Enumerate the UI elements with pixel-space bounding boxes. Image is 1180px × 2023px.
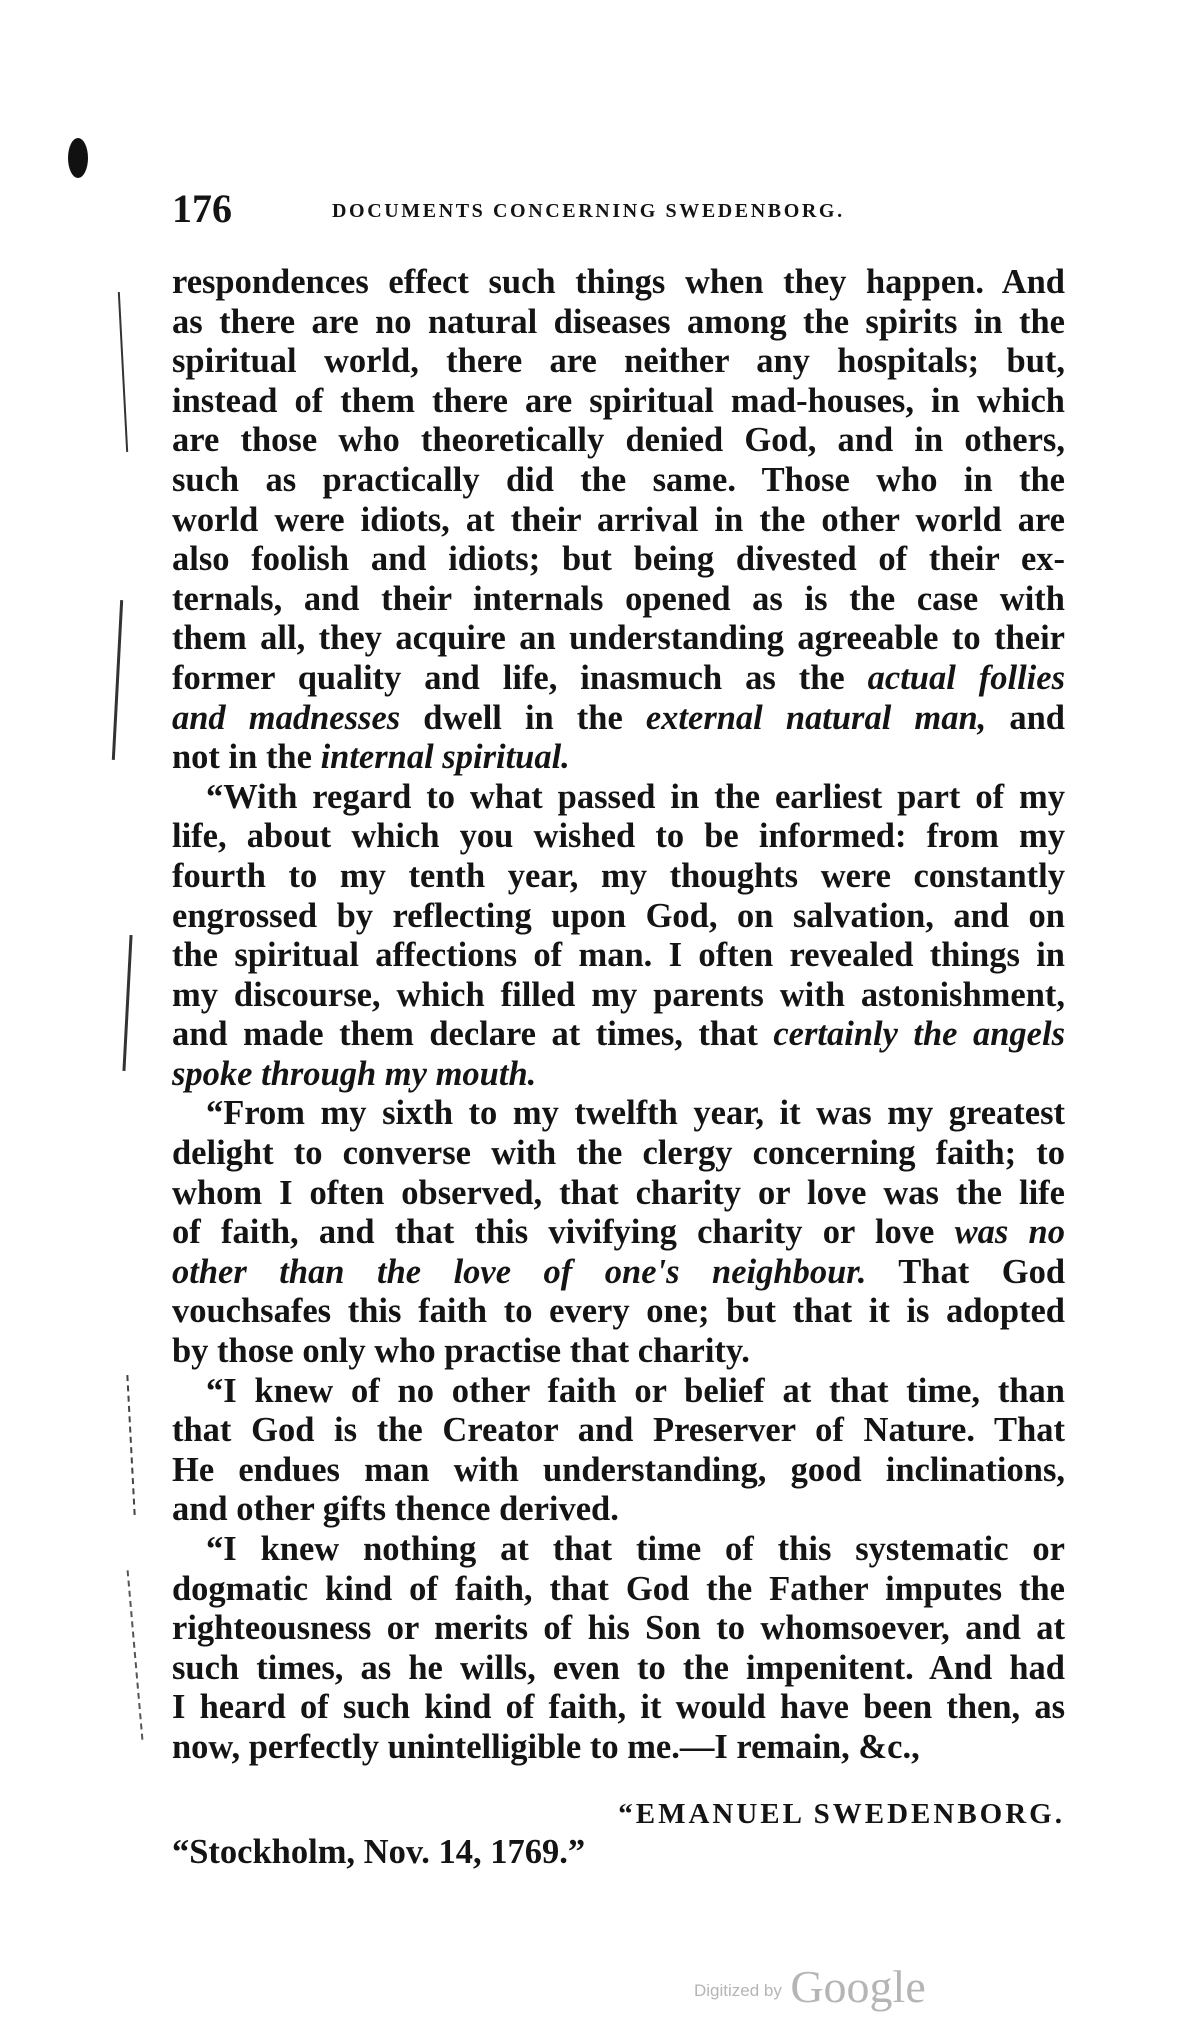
- text-segment: That God: [866, 1252, 1066, 1291]
- text-line: instead of them there are spiritual mad-houses, in which: [172, 381, 1065, 420]
- text-segment: of faith, and that this vivifying charity or love: [172, 1213, 955, 1252]
- google-logo: Google: [790, 1961, 926, 2012]
- page-number: 176: [172, 186, 232, 231]
- text-line: life, about which you wished to be informed: from my: [172, 817, 1065, 856]
- text-line: [172, 1253, 1065, 1293]
- italic-emphasis: was no: [954, 1213, 1065, 1252]
- signature: “EMANUEL SWEDENBORG.: [618, 1798, 1065, 1830]
- running-head: [172, 186, 932, 232]
- margin-mark: [118, 292, 128, 452]
- italic-emphasis: and madnesses: [172, 698, 401, 737]
- italic-emphasis: external natural man,: [645, 698, 987, 737]
- text-line: and other gifts thence derived.: [172, 1490, 619, 1529]
- paragraph-start: “With regard to what passed in the earliest part of my: [206, 777, 1065, 816]
- text-line: [172, 659, 1065, 699]
- body-text: [172, 263, 1065, 1768]
- text-line: such times, as he wills, even to the impenitent. And had: [172, 1648, 1065, 1687]
- text-line: world were idiots, at their arrival in the other world are: [172, 500, 1065, 539]
- text-line: spiritual world, there are neither any hospitals; but,: [172, 342, 1065, 381]
- text-line: now, perfectly unintelligible to me.—I remain, &c.,: [172, 1727, 920, 1766]
- text-line: also foolish and idiots; but being divested of their ex-: [172, 540, 1065, 579]
- text-line: delight to converse with the clergy concerning faith; to: [172, 1134, 1065, 1173]
- italic-emphasis: other than the love of one's neighbour.: [172, 1252, 867, 1291]
- text-line: the spiritual affections of man. I often revealed things in: [172, 936, 1065, 975]
- text-segment: and made them declare at times, that: [172, 1015, 774, 1054]
- text-line: [172, 738, 1065, 778]
- ink-blot: [68, 138, 88, 178]
- italic-emphasis: actual follies: [867, 658, 1065, 697]
- text-line: righteousness or merits of his Son to whomsoever, and at: [172, 1609, 1065, 1648]
- running-title: DOCUMENTS CONCERNING SWEDENBORG.: [332, 200, 845, 222]
- text-segment: and: [986, 698, 1065, 737]
- text-line: by those only who practise that charity.: [172, 1332, 750, 1371]
- margin-mark: [126, 1375, 135, 1515]
- text-line: engrossed by reflecting upon God, on salvation, and on: [172, 896, 1065, 935]
- text-line: I heard of such kind of faith, it would have been then, as: [172, 1688, 1065, 1727]
- paragraph-start: “I knew of no other faith or belief at that time, than: [206, 1371, 1065, 1410]
- text-line: [172, 1015, 1065, 1055]
- text-line: as there are no natural diseases among the spirits in the: [172, 302, 1065, 341]
- text-line: dogmatic kind of faith, that God the Father imputes the: [172, 1569, 1065, 1608]
- margin-mark: [112, 600, 123, 760]
- text-line: fourth to my tenth year, my thoughts were constantly: [172, 856, 1065, 895]
- google-watermark: [694, 1960, 926, 2013]
- text-line: such as practically did the same. Those who in the: [172, 460, 1065, 499]
- text-line: that God is the Creator and Preserver of Nature. That: [172, 1411, 1065, 1450]
- text-line: are those who theoretically denied God, and in others,: [172, 421, 1065, 460]
- text-line: [172, 699, 1065, 739]
- paragraph-start: “From my sixth to my twelfth year, it was my greatest: [206, 1094, 1065, 1133]
- text-segment: former quality and life, inasmuch as the: [172, 658, 868, 697]
- text-line: whom I often observed, that charity or love was the life: [172, 1173, 1065, 1212]
- text-line: my discourse, which filled my parents with astonishment,: [172, 975, 1065, 1014]
- text-line: them all, they acquire an understanding agreeable to their: [172, 619, 1065, 658]
- text-line: vouchsafes this faith to every one; but that it is adopted: [172, 1292, 1065, 1331]
- paragraph-start: “I knew nothing at that time of this systematic or: [206, 1530, 1065, 1568]
- text-line: He endues man with understanding, good inclinations,: [172, 1450, 1065, 1489]
- text-line: respondences effect such things when they happen. And: [172, 263, 1065, 301]
- text-segment: dwell in the: [400, 698, 646, 737]
- digitized-by-label: Digitized by: [694, 1981, 782, 2000]
- margin-mark: [127, 1570, 144, 1740]
- text-line: [172, 1213, 1065, 1253]
- italic-emphasis: internal spiritual.: [320, 738, 570, 777]
- margin-mark: [122, 935, 132, 1071]
- text-line: spoke through my mouth.: [172, 1054, 537, 1093]
- text-line: ternals, and their internals opened as is the case with: [172, 579, 1065, 618]
- place-date: “Stockholm, Nov. 14, 1769.”: [172, 1833, 586, 1871]
- text-segment: not in the: [172, 738, 321, 777]
- italic-emphasis: certainly the angels: [773, 1015, 1066, 1054]
